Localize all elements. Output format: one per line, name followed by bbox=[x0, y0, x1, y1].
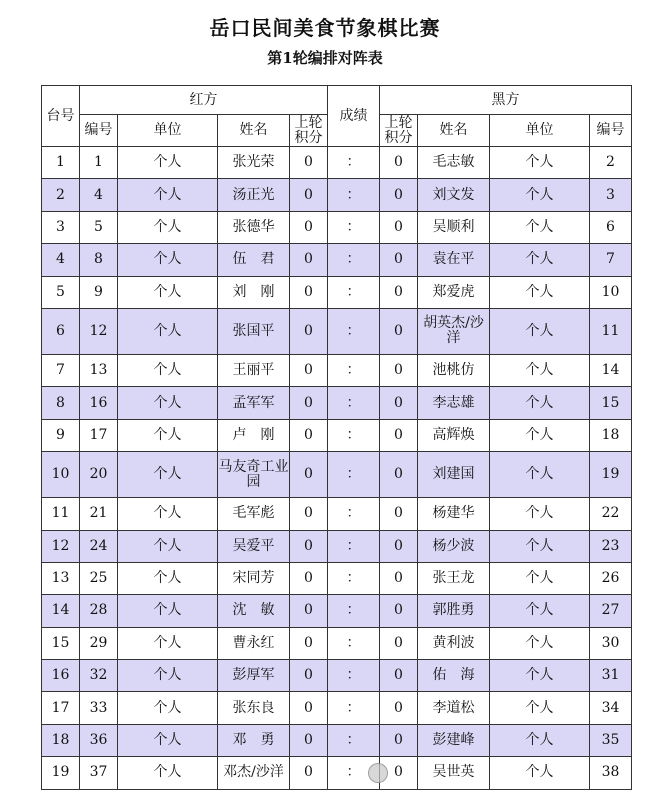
cell-red-prev-points: 0 bbox=[290, 147, 328, 179]
cell-black-name: 袁在平 bbox=[418, 244, 490, 276]
cell-red-number: 28 bbox=[80, 595, 118, 627]
cell-red-number: 16 bbox=[80, 387, 118, 419]
cell-table-no: 7 bbox=[42, 354, 80, 386]
cell-black-unit: 个人 bbox=[490, 595, 590, 627]
cell-black-number: 34 bbox=[590, 692, 632, 724]
cell-table-no: 5 bbox=[42, 276, 80, 308]
cell-black-prev-points: 0 bbox=[380, 276, 418, 308]
table-row bbox=[42, 244, 632, 276]
cell-black-prev-points: 0 bbox=[380, 244, 418, 276]
cell-table-no: 6 bbox=[42, 308, 80, 354]
cell-red-prev-points: 0 bbox=[290, 562, 328, 594]
cell-red-unit: 个人 bbox=[118, 530, 218, 562]
cell-score: ： bbox=[328, 276, 380, 308]
cell-black-number: 38 bbox=[590, 757, 632, 789]
cell-black-number: 14 bbox=[590, 354, 632, 386]
table-row bbox=[42, 211, 632, 243]
cell-table-no: 4 bbox=[42, 244, 80, 276]
cell-score: ： bbox=[328, 724, 380, 756]
cell-table-no: 14 bbox=[42, 595, 80, 627]
cell-black-name: 胡英杰/沙洋 bbox=[418, 308, 490, 354]
cell-score: ： bbox=[328, 244, 380, 276]
cell-red-unit: 个人 bbox=[118, 419, 218, 451]
cell-score: ： bbox=[328, 692, 380, 724]
cell-black-prev-points: 0 bbox=[380, 530, 418, 562]
pairing-rows bbox=[42, 147, 632, 790]
cell-black-prev-points: 0 bbox=[380, 419, 418, 451]
header-red-unit: 单位 bbox=[118, 115, 218, 147]
cell-red-unit: 个人 bbox=[118, 498, 218, 530]
cell-red-unit: 个人 bbox=[118, 276, 218, 308]
cell-black-number: 19 bbox=[590, 452, 632, 498]
cell-black-unit: 个人 bbox=[490, 530, 590, 562]
cell-black-name: 张王龙 bbox=[418, 562, 490, 594]
cell-black-prev-points: 0 bbox=[380, 354, 418, 386]
cell-black-number: 10 bbox=[590, 276, 632, 308]
cell-black-unit: 个人 bbox=[490, 276, 590, 308]
cell-score: ： bbox=[328, 757, 380, 789]
watermark-logo-icon bbox=[368, 763, 388, 783]
cell-table-no: 9 bbox=[42, 419, 80, 451]
cell-red-number: 1 bbox=[80, 147, 118, 179]
cell-black-number: 27 bbox=[590, 595, 632, 627]
table-row bbox=[42, 595, 632, 627]
cell-red-name: 沈 敏 bbox=[218, 595, 290, 627]
table-row bbox=[42, 419, 632, 451]
cell-red-number: 33 bbox=[80, 692, 118, 724]
cell-red-name: 马友奇工业园 bbox=[218, 452, 290, 498]
cell-red-prev-points: 0 bbox=[290, 387, 328, 419]
cell-red-name: 吴爱平 bbox=[218, 530, 290, 562]
cell-black-unit: 个人 bbox=[490, 308, 590, 354]
cell-black-unit: 个人 bbox=[490, 692, 590, 724]
cell-black-name: 李志雄 bbox=[418, 387, 490, 419]
cell-table-no: 18 bbox=[42, 724, 80, 756]
cell-black-unit: 个人 bbox=[490, 419, 590, 451]
cell-black-unit: 个人 bbox=[490, 452, 590, 498]
cell-red-unit: 个人 bbox=[118, 211, 218, 243]
cell-red-prev-points: 0 bbox=[290, 354, 328, 386]
cell-score: ： bbox=[328, 498, 380, 530]
cell-table-no: 16 bbox=[42, 660, 80, 692]
cell-table-no: 3 bbox=[42, 211, 80, 243]
header-red-name: 姓名 bbox=[218, 115, 290, 147]
cell-black-unit: 个人 bbox=[490, 724, 590, 756]
cell-black-number: 7 bbox=[590, 244, 632, 276]
cell-score: ： bbox=[328, 562, 380, 594]
cell-black-number: 35 bbox=[590, 724, 632, 756]
cell-red-name: 宋同芳 bbox=[218, 562, 290, 594]
cell-red-number: 37 bbox=[80, 757, 118, 789]
cell-red-number: 21 bbox=[80, 498, 118, 530]
cell-black-number: 22 bbox=[590, 498, 632, 530]
cell-red-name: 毛军彪 bbox=[218, 498, 290, 530]
cell-score: ： bbox=[328, 595, 380, 627]
cell-black-number: 31 bbox=[590, 660, 632, 692]
header-black-side: 黑方 bbox=[380, 86, 632, 115]
cell-red-unit: 个人 bbox=[118, 452, 218, 498]
cell-table-no: 10 bbox=[42, 452, 80, 498]
cell-red-unit: 个人 bbox=[118, 595, 218, 627]
cell-table-no: 15 bbox=[42, 627, 80, 659]
cell-red-number: 12 bbox=[80, 308, 118, 354]
cell-red-name: 邓 勇 bbox=[218, 724, 290, 756]
cell-black-unit: 个人 bbox=[490, 562, 590, 594]
cell-score: ： bbox=[328, 530, 380, 562]
cell-red-number: 8 bbox=[80, 244, 118, 276]
cell-table-no: 19 bbox=[42, 757, 80, 789]
cell-score: ： bbox=[328, 211, 380, 243]
cell-black-prev-points: 0 bbox=[380, 452, 418, 498]
table-row bbox=[42, 724, 632, 756]
document-subtitle: 第1轮编排对阵表 bbox=[267, 49, 383, 67]
cell-black-prev-points: 0 bbox=[380, 757, 418, 789]
header-black-name: 姓名 bbox=[418, 115, 490, 147]
cell-red-unit: 个人 bbox=[118, 724, 218, 756]
table-row bbox=[42, 179, 632, 211]
cell-red-prev-points: 0 bbox=[290, 498, 328, 530]
cell-black-number: 11 bbox=[590, 308, 632, 354]
cell-red-number: 17 bbox=[80, 419, 118, 451]
cell-red-unit: 个人 bbox=[118, 387, 218, 419]
cell-red-name: 邓杰/沙洋 bbox=[218, 757, 290, 789]
table-row bbox=[42, 308, 632, 354]
cell-black-number: 3 bbox=[590, 179, 632, 211]
cell-red-number: 4 bbox=[80, 179, 118, 211]
cell-red-number: 29 bbox=[80, 627, 118, 659]
cell-red-unit: 个人 bbox=[118, 179, 218, 211]
cell-red-name: 王丽平 bbox=[218, 354, 290, 386]
cell-black-prev-points: 0 bbox=[380, 595, 418, 627]
cell-score: ： bbox=[328, 660, 380, 692]
cell-table-no: 17 bbox=[42, 692, 80, 724]
cell-score: ： bbox=[328, 179, 380, 211]
table-row bbox=[42, 387, 632, 419]
cell-black-name: 刘建国 bbox=[418, 452, 490, 498]
cell-red-prev-points: 0 bbox=[290, 724, 328, 756]
table-row bbox=[42, 354, 632, 386]
cell-black-prev-points: 0 bbox=[380, 724, 418, 756]
table-row bbox=[42, 692, 632, 724]
cell-black-name: 吴顺利 bbox=[418, 211, 490, 243]
cell-black-prev-points: 0 bbox=[380, 147, 418, 179]
watermark bbox=[368, 760, 608, 786]
cell-red-prev-points: 0 bbox=[290, 276, 328, 308]
cell-score: ： bbox=[328, 387, 380, 419]
cell-black-unit: 个人 bbox=[490, 244, 590, 276]
table-row bbox=[42, 660, 632, 692]
cell-score: ： bbox=[328, 354, 380, 386]
table-row bbox=[42, 498, 632, 530]
cell-red-number: 20 bbox=[80, 452, 118, 498]
cell-red-number: 5 bbox=[80, 211, 118, 243]
cell-red-name: 孟军军 bbox=[218, 387, 290, 419]
cell-red-name: 曹永红 bbox=[218, 627, 290, 659]
cell-black-name: 池桃仿 bbox=[418, 354, 490, 386]
cell-red-unit: 个人 bbox=[118, 147, 218, 179]
cell-black-name: 高辉焕 bbox=[418, 419, 490, 451]
table-row bbox=[42, 147, 632, 179]
header-red-prev-points: 上轮积分 bbox=[290, 115, 328, 147]
cell-red-name: 伍 君 bbox=[218, 244, 290, 276]
cell-red-prev-points: 0 bbox=[290, 244, 328, 276]
cell-red-prev-points: 0 bbox=[290, 692, 328, 724]
cell-red-unit: 个人 bbox=[118, 308, 218, 354]
cell-red-prev-points: 0 bbox=[290, 211, 328, 243]
cell-table-no: 12 bbox=[42, 530, 80, 562]
cell-black-prev-points: 0 bbox=[380, 692, 418, 724]
cell-black-name: 佑 海 bbox=[418, 660, 490, 692]
cell-black-unit: 个人 bbox=[490, 147, 590, 179]
table-row bbox=[42, 276, 632, 308]
cell-score: ： bbox=[328, 419, 380, 451]
cell-red-unit: 个人 bbox=[118, 627, 218, 659]
table-row bbox=[42, 562, 632, 594]
cell-table-no: 1 bbox=[42, 147, 80, 179]
cell-red-number: 32 bbox=[80, 660, 118, 692]
cell-score: ： bbox=[328, 308, 380, 354]
cell-red-prev-points: 0 bbox=[290, 627, 328, 659]
header-black-prev-points: 上轮积分 bbox=[380, 115, 418, 147]
cell-red-unit: 个人 bbox=[118, 757, 218, 789]
cell-red-unit: 个人 bbox=[118, 692, 218, 724]
cell-black-prev-points: 0 bbox=[380, 498, 418, 530]
cell-table-no: 13 bbox=[42, 562, 80, 594]
cell-black-prev-points: 0 bbox=[380, 211, 418, 243]
cell-red-number: 24 bbox=[80, 530, 118, 562]
table-row bbox=[42, 452, 632, 498]
cell-black-prev-points: 0 bbox=[380, 179, 418, 211]
cell-red-unit: 个人 bbox=[118, 244, 218, 276]
header-red-number: 编号 bbox=[80, 115, 118, 147]
cell-red-prev-points: 0 bbox=[290, 452, 328, 498]
cell-black-prev-points: 0 bbox=[380, 627, 418, 659]
cell-black-number: 6 bbox=[590, 211, 632, 243]
cell-black-name: 吴世英 bbox=[418, 757, 490, 789]
cell-black-number: 15 bbox=[590, 387, 632, 419]
cell-red-unit: 个人 bbox=[118, 354, 218, 386]
cell-red-unit: 个人 bbox=[118, 660, 218, 692]
cell-red-name: 刘 刚 bbox=[218, 276, 290, 308]
header-black-number: 编号 bbox=[590, 115, 632, 147]
cell-score: ： bbox=[328, 147, 380, 179]
cell-black-prev-points: 0 bbox=[380, 308, 418, 354]
cell-red-unit: 个人 bbox=[118, 562, 218, 594]
cell-red-name: 汤正光 bbox=[218, 179, 290, 211]
cell-red-name: 张东良 bbox=[218, 692, 290, 724]
cell-black-name: 郭胜勇 bbox=[418, 595, 490, 627]
cell-black-name: 毛志敏 bbox=[418, 147, 490, 179]
cell-black-name: 杨建华 bbox=[418, 498, 490, 530]
cell-table-no: 11 bbox=[42, 498, 80, 530]
cell-black-unit: 个人 bbox=[490, 660, 590, 692]
cell-red-prev-points: 0 bbox=[290, 419, 328, 451]
cell-black-prev-points: 0 bbox=[380, 562, 418, 594]
cell-table-no: 2 bbox=[42, 179, 80, 211]
cell-black-prev-points: 0 bbox=[380, 660, 418, 692]
cell-red-number: 9 bbox=[80, 276, 118, 308]
header-table-no: 台号 bbox=[42, 86, 80, 147]
cell-table-no: 8 bbox=[42, 387, 80, 419]
cell-black-unit: 个人 bbox=[490, 757, 590, 789]
cell-score: ： bbox=[328, 627, 380, 659]
header-result: 成绩 bbox=[328, 86, 380, 147]
cell-black-unit: 个人 bbox=[490, 387, 590, 419]
cell-black-unit: 个人 bbox=[490, 211, 590, 243]
cell-red-prev-points: 0 bbox=[290, 308, 328, 354]
cell-red-prev-points: 0 bbox=[290, 530, 328, 562]
cell-red-prev-points: 0 bbox=[290, 757, 328, 789]
cell-black-name: 彭建峰 bbox=[418, 724, 490, 756]
table-row bbox=[42, 530, 632, 562]
cell-black-number: 30 bbox=[590, 627, 632, 659]
cell-black-prev-points: 0 bbox=[380, 387, 418, 419]
cell-black-number: 18 bbox=[590, 419, 632, 451]
cell-black-name: 李道松 bbox=[418, 692, 490, 724]
cell-red-name: 张国平 bbox=[218, 308, 290, 354]
cell-black-unit: 个人 bbox=[490, 179, 590, 211]
cell-black-name: 郑爱虎 bbox=[418, 276, 490, 308]
cell-black-unit: 个人 bbox=[490, 498, 590, 530]
header-red-side: 红方 bbox=[80, 86, 328, 115]
cell-red-name: 彭厚军 bbox=[218, 660, 290, 692]
cell-red-number: 36 bbox=[80, 724, 118, 756]
cell-score: ： bbox=[328, 452, 380, 498]
header-black-unit: 单位 bbox=[490, 115, 590, 147]
document-title: 岳口民间美食节象棋比赛 bbox=[209, 16, 441, 40]
cell-black-name: 刘文发 bbox=[418, 179, 490, 211]
cell-black-unit: 个人 bbox=[490, 354, 590, 386]
cell-red-prev-points: 0 bbox=[290, 595, 328, 627]
cell-red-name: 张光荣 bbox=[218, 147, 290, 179]
cell-red-prev-points: 0 bbox=[290, 660, 328, 692]
cell-black-unit: 个人 bbox=[490, 627, 590, 659]
cell-red-name: 卢 刚 bbox=[218, 419, 290, 451]
cell-black-name: 黄利波 bbox=[418, 627, 490, 659]
cell-black-number: 2 bbox=[590, 147, 632, 179]
cell-black-number: 23 bbox=[590, 530, 632, 562]
cell-red-number: 25 bbox=[80, 562, 118, 594]
cell-black-name: 杨少波 bbox=[418, 530, 490, 562]
cell-red-name: 张德华 bbox=[218, 211, 290, 243]
pairing-table bbox=[41, 85, 632, 790]
table-row bbox=[42, 627, 632, 659]
cell-black-number: 26 bbox=[590, 562, 632, 594]
cell-red-prev-points: 0 bbox=[290, 179, 328, 211]
cell-red-number: 13 bbox=[80, 354, 118, 386]
